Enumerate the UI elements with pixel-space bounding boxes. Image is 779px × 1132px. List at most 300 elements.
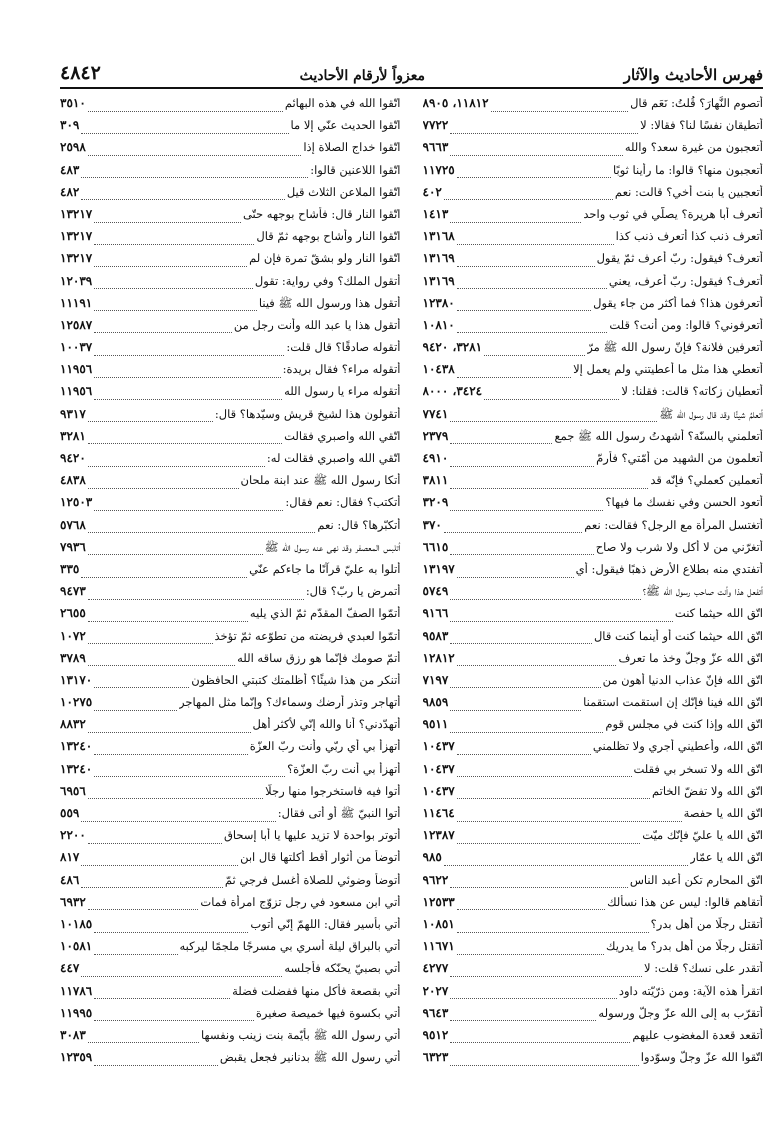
entry-text: أتقوله مراء؟ فقال بريدة: — [282, 362, 401, 377]
index-entry — [423, 895, 764, 917]
entry-number: ٣٤٢٤، ٨٠٠٠ — [422, 384, 483, 399]
index-entry — [60, 850, 401, 872]
entry-number: ١١٤٦٤ — [422, 806, 455, 820]
entry-text: اتّقوا الله عزّ وجلّ وسوّدوا — [640, 1050, 763, 1065]
header-rule — [60, 87, 763, 89]
index-entry — [60, 473, 401, 495]
dot-leader — [450, 554, 593, 555]
entry-text: اتّق الله حيثما كنت — [674, 606, 763, 621]
entry-number: ٩٤٧٣ — [60, 584, 86, 599]
index-entry — [60, 540, 401, 562]
entry-text: اتّق الله حيثما كنت أو أينما كنت قال — [593, 628, 763, 643]
dot-leader — [81, 133, 288, 134]
dot-leader — [484, 399, 619, 400]
entry-text: أتطيقان نفسًا لنا؟ فقالا: لا — [640, 118, 763, 133]
entry-number: ٤٨٢ — [60, 184, 80, 199]
dot-leader — [88, 532, 316, 533]
entry-text: أتقول هذا يا عبد الله وأنت رجل من — [233, 317, 401, 332]
index-entry — [60, 140, 401, 162]
index-entry — [60, 762, 401, 784]
index-entry — [60, 1050, 401, 1072]
index-entry — [60, 274, 401, 296]
entry-text: اتّقوا الحديث عنّي إلا ما — [290, 118, 401, 133]
dot-leader — [450, 488, 648, 489]
entry-number: ١٣٢٤٠ — [60, 761, 93, 776]
index-entry — [423, 695, 764, 717]
dot-leader — [457, 843, 641, 844]
index-entry — [423, 229, 764, 251]
entry-number: ٣٨١١ — [422, 473, 449, 488]
entry-text: اتّق الله يا عليّ فإنّك ميّت — [642, 828, 763, 843]
entry-number: ١٠٧٢ — [60, 628, 86, 643]
dot-leader — [444, 532, 582, 533]
dot-leader — [457, 266, 595, 267]
entry-number: ١٣١٦٩ — [422, 273, 455, 288]
entry-text: أتنكر من هذا شيئًا؟ أظلمتك كتبتي الحافظون — [191, 672, 401, 687]
index-entry — [60, 584, 401, 606]
entry-text: أتعلمُ شيئًا وقد قال رسول الله ﷺ — [659, 406, 763, 421]
index-entry — [60, 495, 401, 517]
entry-text: أتعرف ذنب كذا أتعرف ذنب كذا — [615, 229, 763, 244]
index-entry — [423, 318, 764, 340]
dot-leader — [81, 177, 308, 178]
dot-leader — [457, 754, 591, 755]
entry-text: اتّقي الله واصبري فقالت — [284, 428, 401, 443]
entry-text: أتي بقصعة فأكل منها ففضلت فضلة — [232, 983, 401, 998]
index-entry — [423, 651, 764, 673]
entry-text: أتي بأسير فقال: اللهمّ إنّي أتوب — [250, 916, 401, 931]
dot-leader — [457, 821, 682, 822]
index-entry — [423, 118, 764, 140]
entry-text: أتعود الحسن وفي نفسك ما فيها؟ — [605, 495, 763, 510]
dot-leader — [88, 732, 251, 733]
index-entry — [60, 451, 401, 473]
entry-number: ٦٩٣٢ — [60, 894, 86, 909]
index-entry — [60, 939, 401, 961]
entry-text: أتلوا به عليّ قرآنًا ما جاءكم عنّي — [249, 561, 401, 576]
entry-number: ٩٨٥٩ — [422, 695, 449, 710]
dot-leader — [457, 244, 614, 245]
index-entry — [423, 518, 764, 540]
dot-leader — [81, 976, 282, 977]
dot-leader — [94, 1020, 254, 1021]
entry-text: أتوتر بواحدة لا تزيد عليها يا أبا إسحاق — [223, 828, 401, 843]
index-entry — [60, 518, 401, 540]
dot-leader — [457, 954, 604, 955]
dot-leader — [450, 998, 617, 999]
entry-text: أتعرف أبا هريرة؟ يصلّي في ثوب واحد — [583, 206, 763, 221]
entry-number: ٩٥٨٣ — [422, 628, 449, 643]
index-entry — [423, 961, 764, 983]
dot-leader — [491, 111, 629, 112]
index-entry — [423, 917, 764, 939]
entry-number: ١١٩٥٦ — [60, 362, 93, 377]
dot-leader — [457, 177, 611, 178]
dot-leader — [484, 355, 585, 356]
dot-leader — [94, 355, 284, 356]
dot-leader — [94, 687, 189, 688]
entry-text: أتغتسل المرأة مع الرجل؟ فقالت: نعم — [584, 517, 763, 532]
dot-leader — [88, 155, 302, 156]
entry-number: ١١٨١٢، ٨٩٠٥ — [422, 96, 489, 110]
entry-number: ١٣١٩٧ — [422, 561, 455, 576]
entry-text: أتعرفوني؟ قالوا: ومن أنت؟ قلت — [609, 317, 763, 332]
entry-text: أتمّ صومك فإنّما هو رزق ساقه الله — [237, 650, 401, 665]
entry-text: اتّق الله عزّ وجلّ وخذ ما تعرف — [618, 650, 763, 665]
index-entry — [423, 850, 764, 872]
index-entry — [60, 629, 401, 651]
index-entry — [423, 140, 764, 162]
index-entry — [423, 274, 764, 296]
index-entry — [423, 1028, 764, 1050]
entry-text: أتعجبون منها؟ قالوا: ما رأينا ثوبًا — [613, 162, 763, 177]
entry-number: ٦٣٢٣ — [422, 1050, 449, 1065]
dot-leader — [450, 1042, 630, 1043]
dot-leader — [94, 998, 230, 999]
index-entry — [423, 1050, 764, 1072]
entry-text: أتي بالبراق ليلة أسري بي مسرجًا ملجمًا ليركبه — [179, 939, 401, 954]
index-entry — [60, 251, 401, 273]
index-entry — [60, 207, 401, 229]
index-entry — [60, 917, 401, 939]
index-entry — [423, 673, 764, 695]
entry-text: اتّقوا النار قال: فأشاح بوجهه حتّى — [242, 206, 401, 221]
entry-number: ١٠٢٧٥ — [60, 695, 93, 710]
entry-number: ١٠١٨٥ — [60, 916, 93, 931]
entry-text: اتّق الله، وأعطيني أجري ولا تظلمني — [592, 739, 763, 754]
index-entry — [423, 185, 764, 207]
entry-text: أتقولون هذا لشيخ قريش وسيّدها؟ قال: — [214, 406, 401, 421]
index-entry — [423, 873, 764, 895]
dot-leader — [457, 288, 607, 289]
dot-leader — [450, 443, 552, 444]
entry-number: ٢٣٧٩ — [422, 428, 449, 443]
entry-text: أتوضأ من أثوار أقط أكلتها قال ابن — [240, 850, 401, 865]
index-entry — [423, 207, 764, 229]
dot-leader — [457, 798, 650, 799]
entry-text: أتعرف؟ فيقول: ربّ أعرف ثمّ يقول — [596, 251, 763, 266]
entry-number: ٢٦٥٥ — [60, 606, 86, 621]
dot-leader — [94, 954, 177, 955]
entry-number: ٦٦١٥ — [422, 539, 449, 554]
index-entry — [60, 784, 401, 806]
entry-number: ١١٧٨٦ — [60, 983, 93, 998]
entry-text: اتّق الله يا حفصة — [683, 806, 763, 820]
entry-text: اتّقوا النار ولو بشقّ تمرة فإن لم — [249, 251, 401, 266]
entry-number: ١١٧٢٥ — [422, 162, 455, 177]
dot-leader — [88, 466, 265, 467]
dot-leader — [457, 577, 574, 578]
index-entry — [60, 384, 401, 406]
dot-leader — [88, 1042, 199, 1043]
dot-leader — [457, 932, 649, 933]
entry-text: اتقرأ هذه الآية: ومن ذرّيّته داود — [618, 983, 763, 998]
entry-text: أتلبس المعصفر وقد نهى عنه رسول الله ﷺ — [264, 539, 401, 554]
index-entry — [60, 1028, 401, 1050]
dot-leader — [450, 621, 673, 622]
index-entry — [60, 828, 401, 850]
dot-leader — [88, 665, 235, 666]
entry-number: ٩٨٥ — [422, 850, 442, 865]
entry-number: ١٣١٧٠ — [60, 672, 93, 687]
entry-number: ١٣٢١٧ — [60, 206, 93, 221]
entry-number: ٣٠٩ — [60, 118, 80, 133]
index-entry — [60, 961, 401, 983]
entry-text: أتعطيان زكاته؟ قالت: فقلنا: لا — [621, 384, 763, 399]
entry-text: أتعجبين يا بنت أخي؟ قالت: نعم — [614, 184, 763, 199]
entry-text: اتّقوا النار وأشاح بوجهه ثمّ قال — [256, 229, 401, 244]
entry-number: ٨٨٣٢ — [60, 717, 86, 732]
entry-number: ٥٥٩ — [60, 806, 80, 820]
entry-text: أتكا رسول الله ﷺ عند ابنة ملحان — [240, 473, 401, 488]
entry-number: ١٢٣٥٩ — [60, 1050, 93, 1065]
entry-number: ٤٨٣ — [60, 162, 80, 177]
index-entry — [423, 407, 764, 429]
entry-text: أتعطي هذا مثل ما أعطيتني ولم يعمل إلا — [573, 362, 763, 377]
index-entry — [60, 296, 401, 318]
index-entry — [423, 296, 764, 318]
entry-number: ١٤١٣ — [422, 206, 449, 221]
entry-number: ١٣١٦٨ — [422, 229, 455, 244]
entry-text: أتفتدي منه بطلاع الأرض ذهبًا فيقول: أي — [575, 561, 763, 576]
index-entry — [60, 984, 401, 1006]
index-entry — [60, 1006, 401, 1028]
entry-number: ١٢٨١٢ — [422, 650, 455, 665]
index-entry — [60, 340, 401, 362]
entry-number: ٦٩٥٦ — [60, 783, 86, 798]
page-header — [60, 58, 763, 84]
entry-number: ٤٩١٠ — [422, 451, 449, 465]
dot-leader — [94, 710, 177, 711]
index-entry — [423, 163, 764, 185]
index-entry — [423, 562, 764, 584]
entry-text: أتوضأ وضوئي للصلاة أغسل فرجي ثمّ — [224, 872, 401, 887]
entry-text: أتقوله صادقًا؟ قال قلت: — [286, 340, 401, 355]
entry-text: اتّقوا اللاعنين قالوا: — [310, 162, 401, 177]
dot-leader — [88, 488, 239, 489]
entry-number: ١٣١٦٩ — [422, 251, 455, 266]
entry-number: ١٢٠٣٩ — [60, 273, 93, 288]
dot-leader — [444, 865, 688, 866]
entry-number: ١٠٥٨١ — [60, 939, 93, 954]
index-entry — [60, 562, 401, 584]
index-entry — [423, 540, 764, 562]
dot-leader — [94, 932, 248, 933]
dot-leader — [457, 776, 632, 777]
dot-leader — [450, 687, 600, 688]
index-entry — [60, 806, 401, 828]
entry-number: ٣٥١٠ — [60, 96, 86, 110]
dot-leader — [450, 732, 603, 733]
entry-number: ٣٠٨٣ — [60, 1027, 86, 1042]
index-entry — [423, 473, 764, 495]
entry-number: ٣٣٥ — [60, 561, 80, 576]
entry-number: ٤٤٧ — [60, 961, 80, 976]
entry-number: ١٢٣٨٠ — [422, 295, 455, 310]
entry-number: ١١٩٩٥ — [60, 1005, 93, 1020]
entry-text: أتهاجر وتذر أرضك وسماءك؟ وإنّما مثل المهاجر — [178, 695, 401, 710]
entry-number: ١٢٣٨٧ — [422, 828, 455, 843]
entry-text: أتقتل رجلًا من أهل بدر؟ — [650, 916, 763, 931]
dot-leader — [450, 155, 623, 156]
dot-leader — [88, 554, 263, 555]
entry-number: ٥٧٤٩ — [422, 584, 449, 599]
entry-text: اتّق الله يا عمّار — [690, 850, 763, 865]
index-entry — [60, 163, 401, 185]
index-entry — [423, 939, 764, 961]
entry-text: أتقرّب به إلى الله عزّ وجلّ ورسوله — [598, 1005, 763, 1020]
index-entry — [423, 251, 764, 273]
entry-text: أتقتل رجلًا من أهل بدر؟ ما يدريك — [606, 939, 763, 954]
dot-leader — [94, 510, 283, 511]
index-entry — [60, 739, 401, 761]
index-entry — [423, 762, 764, 784]
dot-leader — [457, 310, 591, 311]
dot-leader — [450, 421, 657, 422]
dot-leader — [88, 421, 213, 422]
entry-number: ١٣٢١٧ — [60, 229, 93, 244]
dot-leader — [450, 1020, 596, 1021]
dot-leader — [81, 199, 284, 200]
entry-text: أتمّوا الصفّ المقدّم ثمّ الذي يليه — [249, 606, 401, 621]
entry-text: أتغرّني من لا أكل ولا شرب ولا صاح — [595, 539, 763, 554]
dot-leader — [94, 776, 285, 777]
entry-number: ٩٦٢٢ — [422, 872, 449, 887]
entry-text: أتعلمون من الشهيد من أمّتي؟ فأرمّ — [596, 451, 763, 465]
index-columns — [60, 96, 763, 1118]
dot-leader — [450, 643, 592, 644]
entry-text: أتكتب؟ فقال: نعم فقال: — [285, 495, 401, 510]
entry-number: ٢٢٠٠ — [60, 828, 86, 843]
index-entry — [423, 1006, 764, 1028]
dot-leader — [88, 798, 263, 799]
index-entry — [60, 873, 401, 895]
dot-leader — [94, 266, 247, 267]
entry-text: أتقعد قعدة المغضوب عليهم — [632, 1027, 763, 1042]
index-entry — [423, 629, 764, 651]
index-entry — [60, 118, 401, 140]
dot-leader — [457, 665, 617, 666]
dot-leader — [94, 288, 253, 289]
entry-number: ٩٦٤٣ — [422, 1005, 449, 1020]
entry-text: أتمرض يا ربّ؟ قال: — [305, 584, 401, 599]
dot-leader — [450, 466, 594, 467]
entry-text: اتّقي الله واصبري فقالت له: — [266, 451, 401, 465]
entry-text: أتهدّدني؟ أنا والله إنّي لأكثر أهل — [252, 717, 401, 732]
index-entry — [423, 806, 764, 828]
dot-leader — [450, 1065, 638, 1066]
entry-number: ٣٢٠٩ — [422, 495, 449, 510]
entry-number: ٣٧٨٩ — [60, 650, 86, 665]
entry-text: اتّقوا خداج الصلاة إذا — [303, 140, 401, 155]
entry-text: أتي رسول الله ﷺ بدنانير فجعل يقبض — [219, 1050, 401, 1065]
dot-leader — [450, 710, 581, 711]
entry-text: أتقاهم قالوا: ليس عن هذا نسألك — [607, 894, 763, 909]
entry-text: أتعرفون هذا؟ فما أكثر من جاء يقول — [593, 295, 763, 310]
index-entry — [60, 695, 401, 717]
index-entry — [423, 96, 764, 118]
entry-text: أتوا فيه فاستخرجوا منها رجلًا — [265, 783, 401, 798]
entry-number: ١٢٥٠٣ — [60, 495, 93, 510]
entry-number: ١٠٠٣٧ — [60, 340, 93, 355]
entry-text: أتعلمني بالسنّة؟ أشهدتُ رسول الله ﷺ جمع — [554, 428, 763, 443]
entry-text: اتّق الله ولا تفضّ الخاتم — [652, 783, 763, 798]
dot-leader — [444, 199, 613, 200]
dot-leader — [450, 133, 638, 134]
index-entry — [423, 384, 764, 406]
entry-number: ١٠٤٣٧ — [422, 761, 455, 776]
dot-leader — [450, 510, 603, 511]
dot-leader — [81, 821, 275, 822]
dot-leader — [88, 843, 222, 844]
dot-leader — [457, 909, 605, 910]
entry-number: ٩١٦٦ — [422, 606, 449, 621]
dot-leader — [94, 332, 232, 333]
dot-leader — [94, 377, 280, 378]
dot-leader — [457, 332, 608, 333]
index-entry — [423, 429, 764, 451]
index-entry — [60, 717, 401, 739]
dot-leader — [88, 621, 248, 622]
index-subtitle: معزواً لأرقام الأحاديث — [299, 68, 426, 84]
entry-text: أتي بصبيّ يحنّكه فأجلسه — [284, 961, 401, 976]
entry-number: ١٠٤٣٧ — [422, 739, 455, 754]
entry-number: ٩٣١٧ — [60, 406, 86, 421]
dot-leader — [94, 754, 248, 755]
index-entry — [423, 495, 764, 517]
index-entry — [60, 362, 401, 384]
dot-leader — [94, 1065, 218, 1066]
index-entry — [423, 362, 764, 384]
entry-number: ٨١٧ — [60, 850, 80, 865]
index-entry — [60, 318, 401, 340]
entry-number: ٣٧٠ — [422, 517, 442, 532]
entry-number: ١٠٨٥١ — [422, 916, 455, 931]
entry-number: ١٢٥٣٣ — [422, 894, 455, 909]
entry-number: ٥٧٦٨ — [60, 517, 86, 532]
entry-number: ١٠٤٣٨ — [422, 362, 455, 377]
entry-number: ٩٥١١ — [422, 717, 449, 732]
dot-leader — [81, 577, 247, 578]
entry-number: ٤٨٦ — [60, 872, 80, 887]
entry-number: ١٣٢٤٠ — [60, 739, 93, 754]
entry-text: أتعرفين فلانة؟ فإنّ رسول الله ﷺ مرّ — [587, 340, 763, 355]
dot-leader — [94, 222, 241, 223]
index-entry — [423, 739, 764, 761]
entry-text: أتهزأ بي أي ربّي وأنت ربّ العزّة — [249, 739, 401, 754]
entry-number: ٣٢٨١ — [60, 428, 86, 443]
entry-number: ٤٨٣٨ — [60, 473, 86, 488]
entry-number: ١٢٥٨٧ — [60, 317, 93, 332]
dot-leader — [81, 887, 222, 888]
entry-text: أتمّوا لعبدي فريضته من تطوّعه ثمّ تؤخذ — [214, 628, 401, 643]
index-entry — [423, 717, 764, 739]
entry-text: اتّق الله وإذا كنت في مجلس قوم — [605, 717, 763, 732]
dot-leader — [88, 443, 282, 444]
dot-leader — [450, 222, 581, 223]
dot-leader — [94, 399, 282, 400]
entry-number: ١٠٨١٠ — [422, 317, 455, 332]
index-entry — [60, 229, 401, 251]
entry-text: أتعجبون من غيرة سعد؟ والله — [624, 140, 763, 155]
dot-leader — [88, 599, 304, 600]
entry-text: اتّق الله ولا تسخر بي فقلت — [633, 761, 763, 776]
entry-text: اتّقوا الله في هذه البهائم — [284, 96, 401, 110]
entry-number: ٤٢٧٧ — [422, 961, 449, 976]
page-number: ٤٨٤٢ — [60, 62, 101, 84]
index-entry — [60, 673, 401, 695]
entry-number: ١١٦٧١ — [422, 939, 455, 954]
